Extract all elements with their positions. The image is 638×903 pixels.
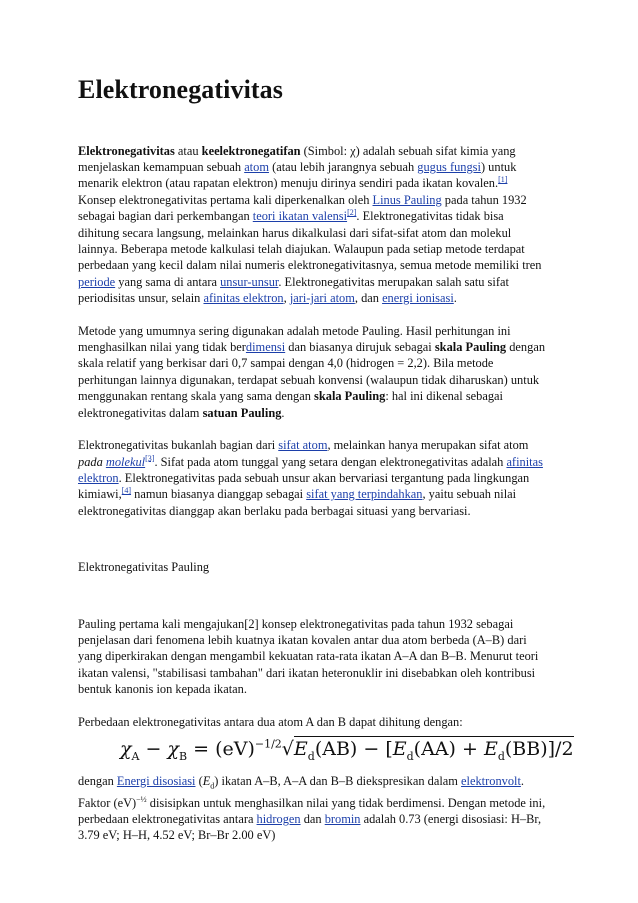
method-paragraph: Metode yang umumnya sering digunakan adalah metode Pauling. Hasil perhitungan ini menghasilkan nilai yang tidak berdimensi dan biasanya dirujuk sebagai skala Pauling dengan skala relatif yang berkisar dari 0,7 sampai dengan 4,0 (hidrogen = 2,2). Bila metode perhitungan lainnya digunakan, terdapat sebuah konvensi (walaupun tidak diharuskan) untuk menggunakan rentang skala yang sama dengan skala Pauling: hal ini dikenal sebagai elektronegativitas dalam satuan Pauling. bbox=[78, 323, 546, 420]
intro-paragraph: Elektronegativitas atau keelektronegatifan (Simbol: χ) adalah sebuah sifat kimia yang menjelaskan kemampuan sebuah atom (atau lebih jarangnya sebuah gugus fungsi) untuk menarik elektron (atau rapatan elektron) menuju dirinya sendiri pada ikatan kovalen.[1] Konsep elektronegativitas pertama kali diperkenalkan oleh Linus Pauling pada tahun 1932 sebagai bagian dari perkembangan teori ikatan valensi[2]. Elektronegativitas tidak bisa dihitung secara langsung, melainkan harus dikalkulasi dari sifat-sifat atom dan molekul lainnya. Beberapa metode kalkulasi telah diajukan. Walaupun pada setiap metode terdapat perbedaan yang kecil dalam nilai numeris elektronegativitasnya, semua metode memiliki tren periode yang sama di antara unsur-unsur. Elektronegativitas merupakan salah satu sifat periodisitas unsur, selain afinitas elektron, jari-jari atom, dan energi ionisasi. bbox=[78, 143, 542, 306]
link-energi-disosiasi[interactable]: Energi disosiasi bbox=[116, 773, 196, 788]
section-subheading: Elektronegativitas Pauling bbox=[78, 560, 210, 575]
link-unsur-unsur[interactable]: unsur-unsur bbox=[220, 274, 279, 289]
link-dimensi[interactable]: dimensi bbox=[245, 340, 286, 355]
link-molekul[interactable]: molekul bbox=[105, 454, 146, 469]
bold-term: skala Pauling bbox=[314, 389, 386, 404]
link-afinitas-elektron[interactable]: afinitas elektron bbox=[78, 454, 543, 485]
link-elektronvolt[interactable]: elektronvolt bbox=[461, 773, 521, 788]
bold-term: keelektronegatifan bbox=[201, 143, 301, 158]
link-gugus-fungsi[interactable]: gugus fungsi bbox=[417, 160, 481, 174]
link-bromin[interactable]: bromin bbox=[324, 812, 361, 827]
link-linus-pauling[interactable]: Linus Pauling bbox=[372, 192, 442, 207]
link-afinitas-elektron[interactable]: afinitas elektron bbox=[203, 291, 284, 306]
link-atom[interactable]: atom bbox=[244, 160, 269, 174]
formula-intro: Perbedaan elektronegativitas antara dua atom A dan B dapat dihitung dengan: bbox=[78, 714, 463, 729]
electronegativity-formula: $\chi_A - \chi_B = (eV)^{-1/2}√E_d(AB) - [E_d(AA) + E_d(BB)]/2$ bbox=[120, 737, 574, 763]
link-energi-ionisasi[interactable]: energi ionisasi bbox=[382, 291, 454, 306]
link-sifat-atom[interactable]: sifat atom bbox=[278, 438, 328, 453]
citation-link[interactable]: [3] bbox=[145, 453, 155, 463]
sqrt-sign: √ bbox=[281, 737, 294, 760]
sqrt-radicand: $E_d(AB) - [E_d(AA) + E_d(BB)]/2$ bbox=[293, 737, 574, 763]
document-page bbox=[78, 75, 574, 860]
citation-link[interactable]: [4] bbox=[121, 486, 132, 496]
formula-explanation: dengan Energi disosiasi $(E_d)$ ikatan A–B, A–A dan B–B diekspresikan dalam elektronvolt. Faktor (eV)$^{-\frac{1}{2}}$ disisipkan untuk menghasilkan nilai yang tidak berdimensi. Dengan metode ini, perbedaan elektronegativitas antara hidrogen dan bromin adalah 0.73 (energi disosiasi: H–Br, 3.79 eV; H–H, 4.52 eV; Br–Br 2.00 eV) bbox=[78, 773, 546, 843]
link-jari-jari-atom[interactable]: jari-jari atom bbox=[289, 291, 355, 306]
bold-term: Elektronegativitas bbox=[78, 143, 175, 158]
pauling-paragraph: Pauling pertama kali mengajukan[2] konsep elektronegativitas pada tahun 1932 sebagai penjelasan dari fenomena lebih kuatnya ikatan kovalen antar dua atom berbeda (A–B) dari yang diperkirakan dengan mengambil kekuatan rata-rata ikatan A–A dan B–B. Menurut teori ikatan valensi, "stabilisasi tambahan" dari ikatan heteronuklir ini disebabkan oleh kontribusi bentuk kanonis ion kepada ikatan. bbox=[78, 616, 539, 697]
bold-term: satuan Pauling bbox=[202, 405, 282, 420]
link-hidrogen[interactable]: hidrogen bbox=[256, 812, 301, 827]
citation-link[interactable]: [1] bbox=[498, 175, 508, 185]
property-paragraph: Elektronegativitas bukanlah bagian dari sifat atom, melainkan hanya merupakan sifat atom pada molekul[3]. Sifat pada atom tunggal yang setara dengan elektronegativitas adalah afinitas elektron. Elektronegativitas pada sebuah unsur akan bervariasi tergantung pada lingkungan kimiawi,[4] namun biasanya dianggap sebagai sifat yang terpindahkan, yaitu sebuah nilai elektronegativitas dianggap akan berlaku pada berbagai situasi yang bervariasi. bbox=[78, 438, 543, 518]
link-periode[interactable]: periode bbox=[78, 274, 116, 289]
citation-link[interactable]: [2] bbox=[347, 208, 357, 218]
page-title: Elektronegativitas bbox=[78, 75, 283, 104]
link-sifat-yang-terpindahkan[interactable]: sifat yang terpindahkan bbox=[306, 487, 423, 502]
link-teori-ikatan-valensi[interactable]: teori ikatan valensi bbox=[252, 209, 348, 224]
bold-term: skala Pauling bbox=[434, 340, 507, 355]
